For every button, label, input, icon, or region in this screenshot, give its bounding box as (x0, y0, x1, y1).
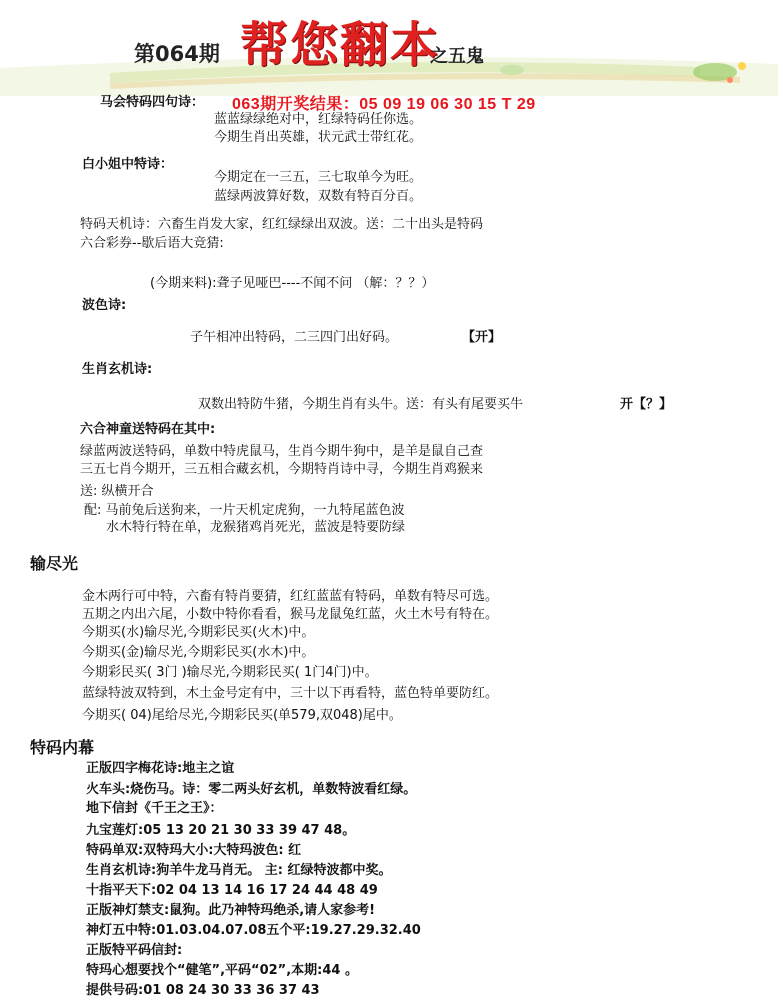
riddle-title: 六合彩券--歇后语大竞猜: (80, 236, 224, 251)
child-title: 六合神童送特码在其中: (80, 422, 216, 437)
child-line: 三五七肖今期开，三五相合藏玄机，今期特肖诗中寻，今期生肖鸡猴来 (80, 462, 484, 477)
wave-label: 波色诗: (82, 298, 127, 313)
inside-line: 九宝莲灯:05 13 20 21 30 33 39 47 48。 (86, 823, 356, 838)
brand-suffix: 之五鬼 (430, 46, 484, 67)
child-line: 绿蓝两波送特码，单数中特虎鼠马，生肖今期牛狗中，是羊是鼠自己查 (80, 444, 484, 459)
poem2-line: 蓝绿两波算好数，双数有特百分百。 (214, 189, 423, 204)
wave-line: 子午相冲出特码，二三四门出好码。 (190, 330, 399, 345)
inside-line: 特码单双:双特玛大小:大特玛波色: 红 (86, 843, 302, 858)
poem1-line: 蓝蓝绿绿绝对中，红绿特码任你选。 (214, 112, 423, 127)
child-send: 送: 纵横开合 (80, 484, 154, 499)
header-banner (0, 0, 778, 96)
poem2-line: 今期定在一三五，三七取单今为旺。 (214, 170, 423, 185)
poem1-line: 今期生肖出英雄，状元武士带红花。 (214, 130, 423, 145)
inside-title: 特码内幕 (30, 738, 95, 757)
lose-line: 金木两行可中特，六畜有特肖要猜，红红蓝蓝有特码，单数有特尽可选。 (82, 589, 499, 604)
lose-title: 输尽光 (30, 554, 79, 573)
poem1-label: 马会特码四句诗： (100, 95, 205, 110)
brand-title: 帮您翻本 (240, 17, 441, 73)
inside-line: 正版神灯禁支:鼠狗。此乃神特玛绝杀,请人家参考! (86, 903, 376, 918)
riddle-text: (今期来料):聋子见哑巴----不闻不问 （解：？？） (150, 276, 435, 291)
issue-number: 第064期 (134, 42, 220, 66)
wave-tag: 【开】 (462, 330, 502, 345)
child-match: 水木特行特在单，龙猴猪鸡肖死光，蓝波是特要防绿 (106, 520, 406, 535)
child-match: 配: 马前兔后送狗来，一片天机定虎狗，一九特尾蓝色波 (84, 503, 405, 518)
inside-line: 生肖玄机诗:狗羊牛龙马肖无。 主: 红绿特波都中奖。 (86, 863, 392, 878)
lose-line: 今期买(水)输尽光,今期彩民买(火木)中。 (82, 625, 315, 640)
inside-line: 提供号码:01 08 24 30 33 36 37 43 (86, 983, 320, 998)
inside-line: 地下信封《千王之王》： (86, 801, 223, 816)
zodiac-line: 双数出特防牛猪，今期生肖有头牛。送：有头有尾要买牛 (198, 397, 524, 412)
tianji-poem: 特码天机诗：六畜生肖发大家，红红绿绿出双波。送：二十出头是特码 (80, 217, 484, 232)
inside-line: 正版四字梅花诗:地主之谊 (86, 761, 235, 776)
inside-line: 特玛心想要找个“健笔”,平码“02”,本期:44 。 (86, 963, 358, 978)
lose-line: 今期彩民买( 3门 )输尽光,今期彩民买( 1门4门)中。 (82, 665, 378, 680)
inside-line: 十指平天下:02 04 13 14 16 17 24 44 48 49 (86, 883, 378, 898)
inside-line: 正版特平码信封: (86, 943, 183, 958)
zodiac-label: 生肖玄机诗: (82, 362, 153, 377)
zodiac-tag: 开【？】 (620, 397, 673, 412)
lose-line: 今期买(金)输尽光,今期彩民买(水木)中。 (82, 645, 315, 660)
lose-line: 五期之内出六尾，小数中特你看看，猴马龙鼠兔红蓝，火土木号有特在。 (82, 607, 499, 622)
poem2-label: 白小姐中特诗： (82, 157, 174, 172)
lose-line: 今期买( 04)尾给尽光,今期彩民买(单579,双048)尾中。 (82, 708, 402, 723)
inside-line: 神灯五中特:01.03.04.07.08五个平:19.27.29.32.40 (86, 923, 421, 938)
lose-line: 蓝绿特波双特到，木土金号定有中，三十以下再看特，蓝色特单要防红。 (82, 686, 499, 701)
inside-line: 火车头:烧伤马。诗：零二两头好玄机，单数特波看红绿。 (86, 782, 417, 797)
result-line: 063期开奖结果：05 09 19 06 30 15 T 29 (232, 96, 536, 113)
